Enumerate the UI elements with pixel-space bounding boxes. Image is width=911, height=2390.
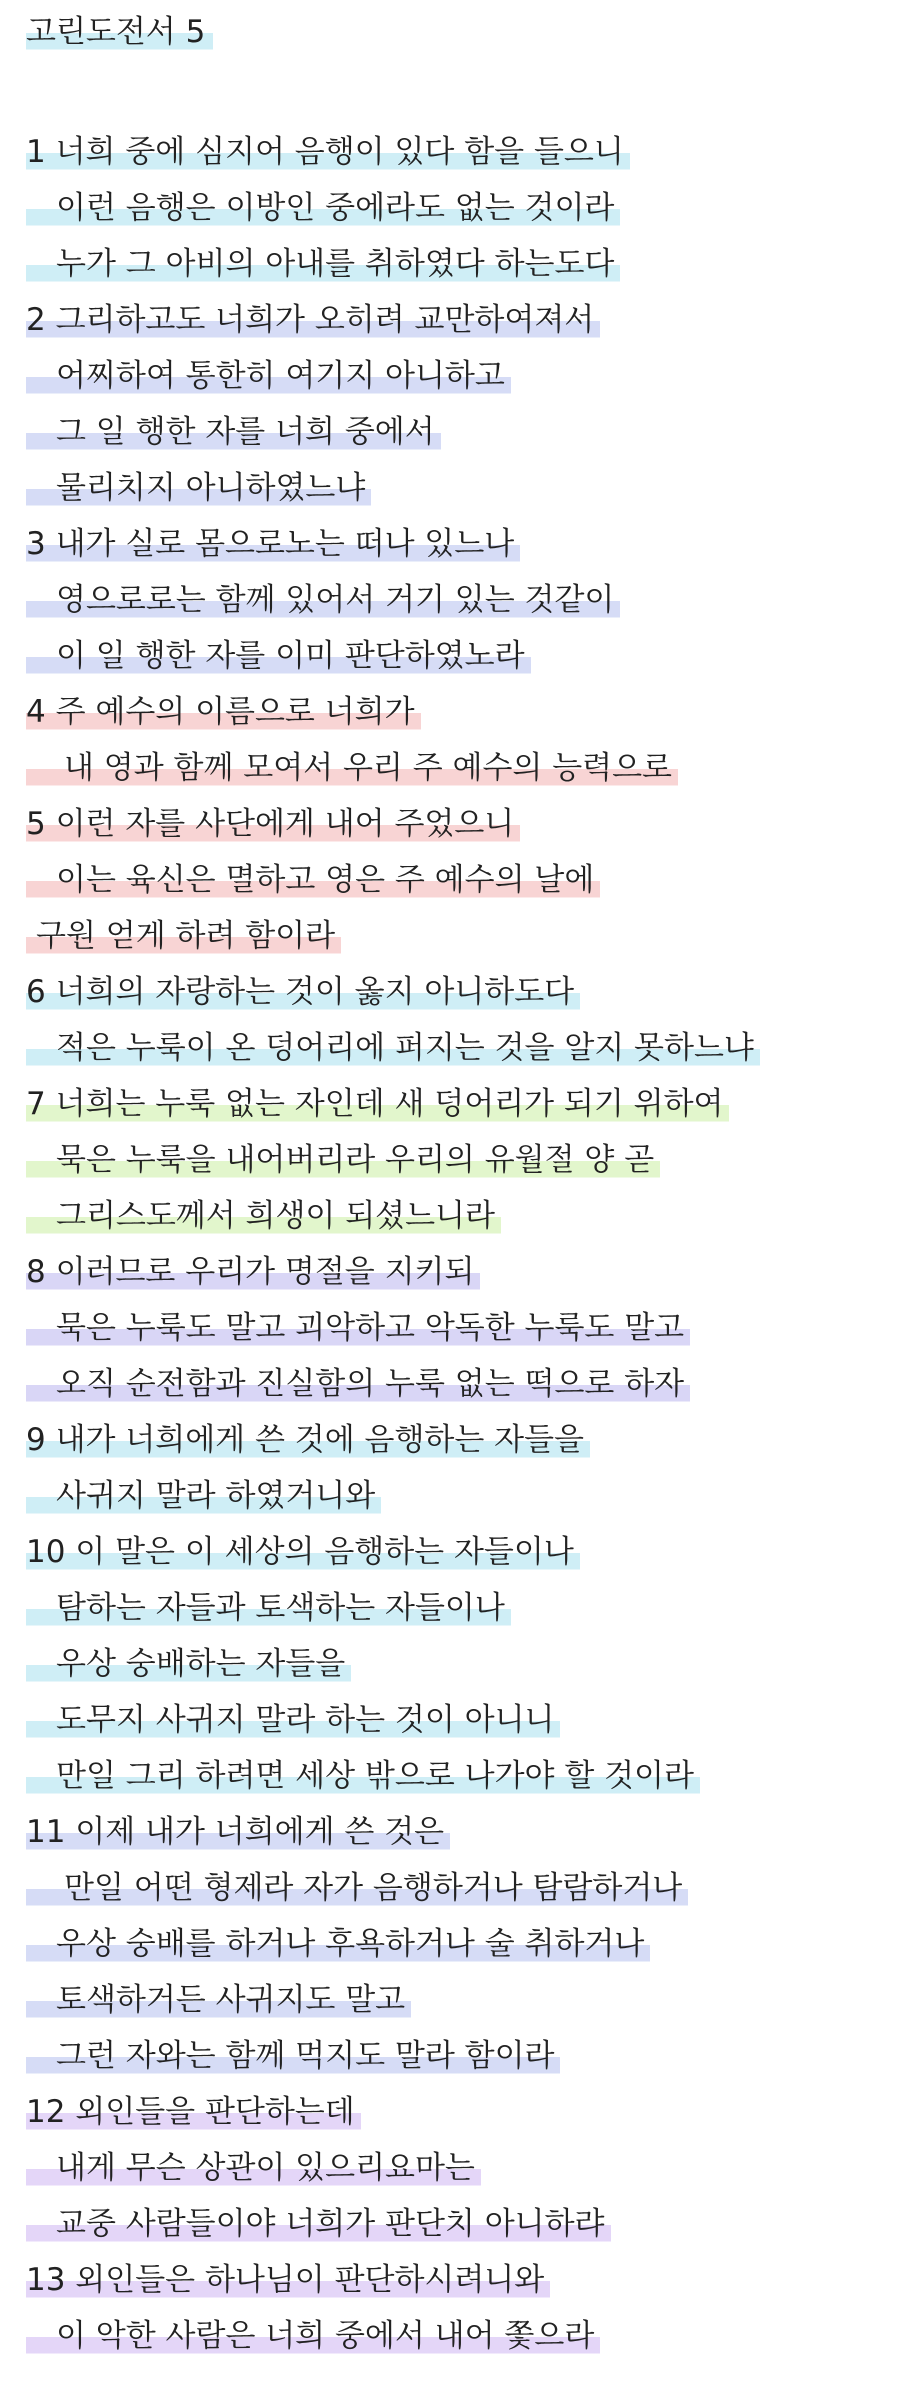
verse-text: 만일 어떤 형제라 자가 음행하거나 탐람하거나 (26, 1868, 688, 1908)
verse-line (0, 1524, 911, 1580)
verse-line (0, 236, 911, 292)
verse-line (0, 2140, 911, 2196)
page-title: 고린도전서 5 (26, 12, 213, 52)
verse-text: 도무지 사귀지 말라 하는 것이 아니니 (26, 1700, 560, 1740)
verse-text: 묵은 누룩도 말고 괴악하고 악독한 누룩도 말고 (26, 1308, 690, 1348)
verse-text: 묵은 누룩을 내어버리라 우리의 유월절 양 곧 (26, 1140, 660, 1180)
verse-text: 내게 무슨 상관이 있으리요마는 (26, 2148, 481, 2188)
verse-text: 그런 자와는 함께 먹지도 말라 함이라 (26, 2036, 560, 2076)
verse-line (0, 628, 911, 684)
verse-line (0, 2028, 911, 2084)
verse-line (0, 740, 911, 796)
verse-text: 2 그리하고도 너희가 오히려 교만하여져서 (26, 300, 600, 340)
verse-line (0, 348, 911, 404)
verse-text: 8 이러므로 우리가 명절을 지키되 (26, 1252, 480, 1292)
verse-line (0, 2308, 911, 2364)
verse-line (0, 2196, 911, 2252)
verse-line (0, 180, 911, 236)
verse-text: 누가 그 아비의 아내를 취하였다 하는도다 (26, 244, 620, 284)
verse-text: 12 외인들을 판단하는데 (26, 2092, 361, 2132)
verse-line (0, 572, 911, 628)
verse-text: 그 일 행한 자를 너희 중에서 (26, 412, 441, 452)
verse-line (0, 1804, 911, 1860)
verse-line (0, 1412, 911, 1468)
verse-text: 4 주 예수의 이름으로 너희가 (26, 692, 421, 732)
verse-line (0, 1916, 911, 1972)
verse-line (0, 1356, 911, 1412)
verse-line (0, 1748, 911, 1804)
verse-text: 만일 그리 하려면 세상 밖으로 나가야 할 것이라 (26, 1756, 700, 1796)
verse-line (0, 1076, 911, 1132)
verse-text: 9 내가 너희에게 쓴 것에 음행하는 자들을 (26, 1420, 590, 1460)
verse-line (0, 1468, 911, 1524)
verse-line (0, 1244, 911, 1300)
verse-text: 11 이제 내가 너희에게 쓴 것은 (26, 1812, 450, 1852)
verse-text: 오직 순전함과 진실함의 누룩 없는 떡으로 하자 (26, 1364, 690, 1404)
verse-text: 사귀지 말라 하였거니와 (26, 1476, 381, 1516)
verse-text: 3 내가 실로 몸으로노는 떠나 있느나 (26, 524, 520, 564)
verse-line (0, 404, 911, 460)
verse-text: 이는 육신은 멸하고 영은 주 예수의 날에 (26, 860, 600, 900)
verse-text: 우상 숭배하는 자들을 (26, 1644, 351, 1684)
verse-line (0, 1188, 911, 1244)
verse-line (0, 516, 911, 572)
verse-line (0, 852, 911, 908)
verse-line (0, 1300, 911, 1356)
verse-line (0, 1972, 911, 2028)
verse-text: 우상 숭배를 하거나 후욕하거나 술 취하거나 (26, 1924, 650, 1964)
verse-text: 영으로로는 함께 있어서 거기 있는 것같이 (26, 580, 620, 620)
verse-text: 1 너희 중에 심지어 음행이 있다 함을 들으니 (26, 132, 630, 172)
verse-line (0, 292, 911, 348)
verse-line (0, 124, 911, 180)
verse-line (0, 964, 911, 1020)
verse-text: 구원 얻게 하려 함이라 (26, 916, 341, 956)
verse-text: 이 일 행한 자를 이미 판단하였노라 (26, 636, 531, 676)
verse-text: 13 외인들은 하나님이 판단하시려니와 (26, 2260, 550, 2300)
verse-text: 교중 사람들이야 너희가 판단치 아니하랴 (26, 2204, 611, 2244)
verse-line (0, 460, 911, 516)
verse-line (0, 1860, 911, 1916)
verse-text: 토색하거든 사귀지도 말고 (26, 1980, 411, 2020)
verse-text: 5 이런 자를 사단에게 내어 주었으니 (26, 804, 520, 844)
verse-text: 내 영과 함께 모여서 우리 주 예수의 능력으로 (26, 748, 678, 788)
verse-line (0, 796, 911, 852)
verse-text: 탐하는 자들과 토색하는 자들이나 (26, 1588, 511, 1628)
verse-list (0, 124, 911, 2364)
verse-text: 물리치지 아니하였느냐 (26, 468, 371, 508)
verse-line (0, 2084, 911, 2140)
verse-line (0, 684, 911, 740)
verse-text: 7 너희는 누룩 없는 자인데 새 덩어리가 되기 위하여 (26, 1084, 729, 1124)
verse-line (0, 908, 911, 964)
verse-line (0, 1580, 911, 1636)
verse-line (0, 2252, 911, 2308)
verse-line (0, 1020, 911, 1076)
verse-text: 이 악한 사람은 너희 중에서 내어 쫓으라 (26, 2316, 600, 2356)
verse-text: 적은 누룩이 온 덩어리에 퍼지는 것을 알지 못하느냐 (26, 1028, 760, 1068)
verse-line (0, 1692, 911, 1748)
verse-text: 10 이 말은 이 세상의 음행하는 자들이나 (26, 1532, 580, 1572)
verse-text: 6 너희의 자랑하는 것이 옳지 아니하도다 (26, 972, 580, 1012)
verse-line (0, 1636, 911, 1692)
verse-text: 어찌하여 통한히 여기지 아니하고 (26, 356, 511, 396)
verse-text: 그리스도께서 희생이 되셨느니라 (26, 1196, 501, 1236)
verse-text: 이런 음행은 이방인 중에라도 없는 것이라 (26, 188, 620, 228)
verse-line (0, 1132, 911, 1188)
